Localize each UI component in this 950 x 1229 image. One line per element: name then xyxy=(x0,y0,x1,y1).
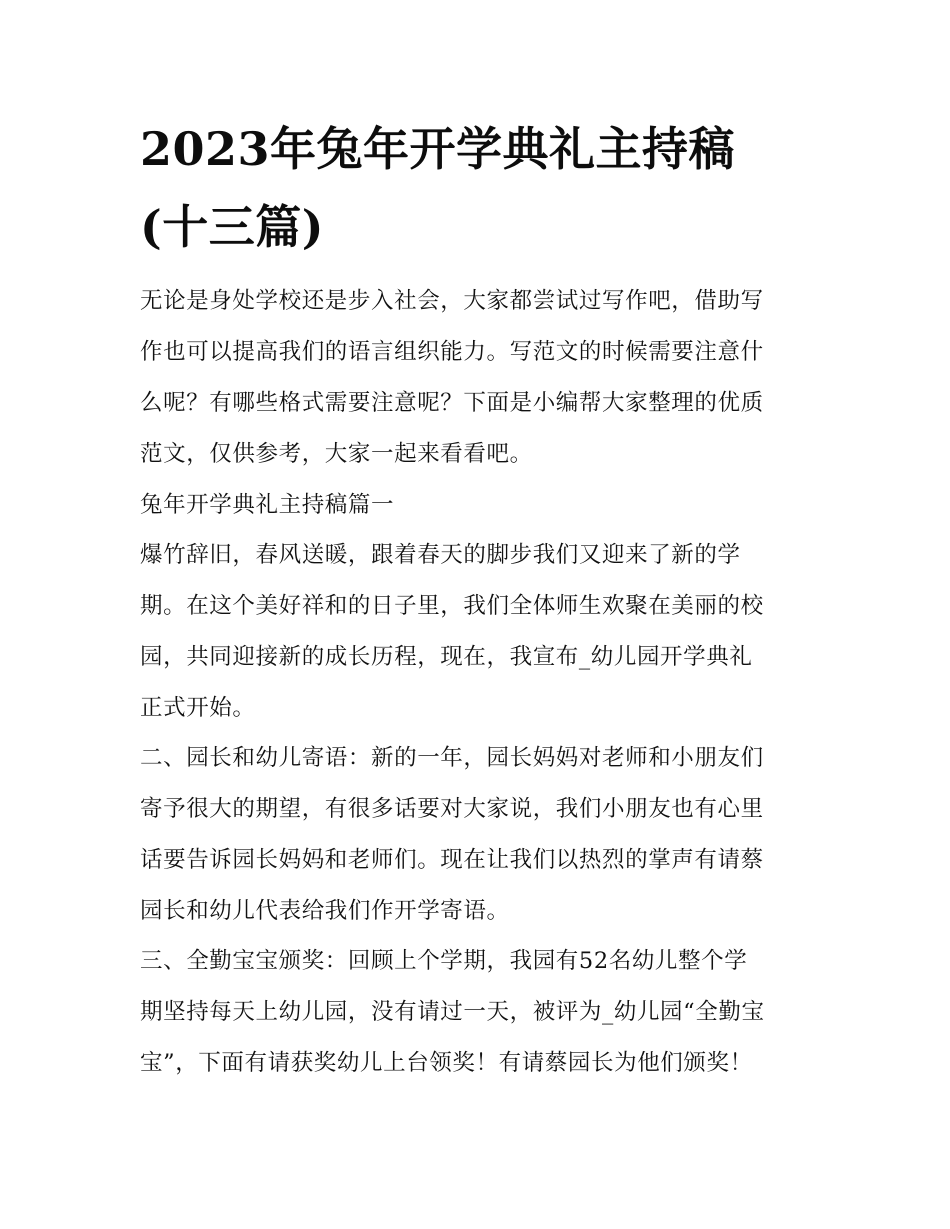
text-line: 园，共同迎接新的成长历程，现在，我宣布_幼儿园开学典礼 xyxy=(140,644,753,670)
section-heading xyxy=(140,480,830,531)
document-title xyxy=(140,110,820,266)
text-line: 爆竹辞旧，春风送暖，跟着春天的脚步我们又迎来了新的学 xyxy=(140,542,741,568)
text-line: 话要告诉园长妈妈和老师们。现在让我们以热烈的掌声有请蔡 xyxy=(140,847,764,873)
text-line: 正式开始。 xyxy=(140,695,256,721)
text-line: 作也可以提高我们的语言组织能力。写范文的时候需要注意什 xyxy=(140,339,764,365)
text-line: 么呢？有哪些格式需要注意呢？下面是小编帮大家整理的优质 xyxy=(140,390,764,416)
text-line: 二、园长和幼儿寄语：新的一年，园长妈妈对老师和小朋友们 xyxy=(140,745,764,771)
text-line: 期坚持每天上幼儿园，没有请过一天，被评为_幼儿园“全勤宝 xyxy=(140,999,765,1025)
text-line: 期。在这个美好祥和的日子里，我们全体师生欢聚在美丽的校 xyxy=(140,593,764,619)
intro-paragraph xyxy=(140,276,830,480)
text-line: 寄予很大的期望，有很多话要对大家说，我们小朋友也有心里 xyxy=(140,796,764,822)
text-line: 宝”，下面有请获奖幼儿上台领奖！有请蔡园长为他们颁奖！ xyxy=(140,1050,753,1076)
text-line: 无论是身处学校还是步入社会，大家都尝试过写作吧，借助写 xyxy=(140,288,764,314)
title-line: 2023年兔年开学典礼主持稿 xyxy=(140,122,736,176)
text-line: 园长和幼儿代表给我们作开学寄语。 xyxy=(140,898,510,924)
paragraph-opening xyxy=(140,530,830,734)
paragraph-attendance-award xyxy=(140,936,830,1089)
text-line: 范文，仅供参考，大家一起来看看吧。 xyxy=(140,441,533,467)
text-line: 三、全勤宝宝颁奖：回顾上个学期，我园有52名幼儿整个学 xyxy=(140,948,748,974)
text-line: 兔年开学典礼主持稿篇一 xyxy=(140,492,395,518)
title-line: (十三篇) xyxy=(140,200,325,254)
paragraph-principal-message xyxy=(140,733,830,937)
